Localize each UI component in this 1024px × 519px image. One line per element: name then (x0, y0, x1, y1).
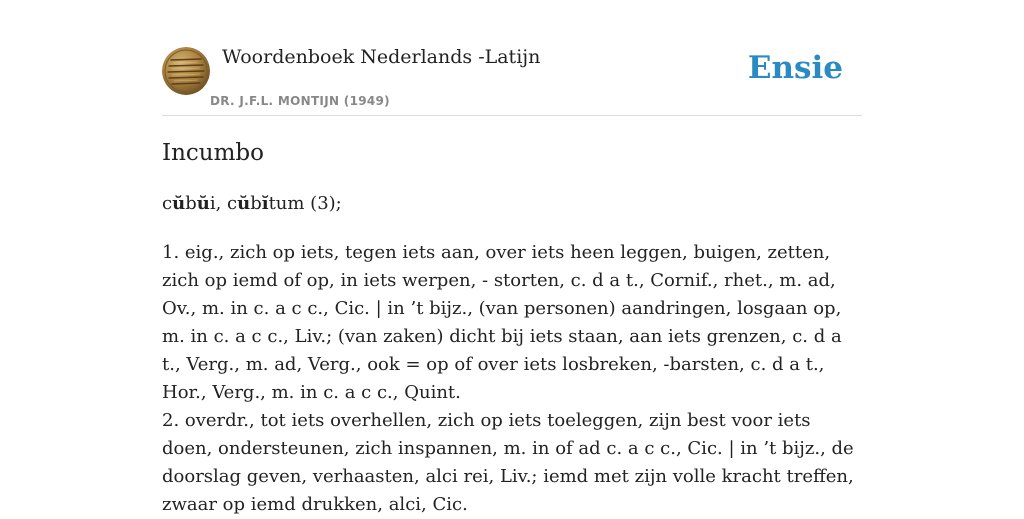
form-text: i, c (209, 193, 238, 214)
author-line: DR. J.F.L. MONTIJN (1949) (210, 94, 390, 108)
ensie-brand-link[interactable]: Ensie (747, 50, 843, 86)
form-breve-vowel: ĭ (261, 193, 269, 214)
coin-logo-icon[interactable] (162, 47, 210, 95)
form-breve-vowel: ŭ (237, 193, 251, 214)
form-text: b (185, 193, 197, 214)
definition-body (162, 239, 862, 519)
form-breve-vowel: ŭ (172, 193, 186, 214)
form-text: b (250, 193, 262, 214)
form-text: c (162, 193, 173, 214)
principal-parts (162, 193, 342, 214)
headword: Incumbo (162, 140, 264, 166)
form-breve-vowel: ŭ (196, 193, 210, 214)
form-text: tum (3); (268, 193, 342, 214)
sense-literal: 1. eig., zich op iets, tegen iets aan, over iets heen leggen, buigen, zetten, zich op iemd of op, in iets werpen, - storten, c. d a t., Cornif., rhet., m. ad, Ov., m. in c. a c c., Cic. | in ’t bijz., (van personen) aandringen, losgaan op, m. in c. a c c., Liv.; (van zaken) dicht bij iets staan, aan iets grenzen, c. d a t., Verg., m. ad, Verg., ook = op of over iets losbreken, -barsten, c. d a t., Hor., Verg., m. in c. a c c., Quint. (162, 242, 842, 403)
dictionary-title[interactable]: Woordenboek Nederlands -Latijn (222, 46, 541, 68)
sense-figurative: 2. overdr., tot iets overhellen, zich op iets toeleggen, zijn best voor iets doen, ondersteunen, zich inspannen, m. in of ad c. a c c., Cic. | in ’t bijz., de doorslag geven, verhaasten, alci rei, Liv.; iemd met zijn volle kracht treffen, zwaar op iemd drukken, alci, Cic. (162, 410, 854, 515)
site-header (162, 44, 862, 116)
